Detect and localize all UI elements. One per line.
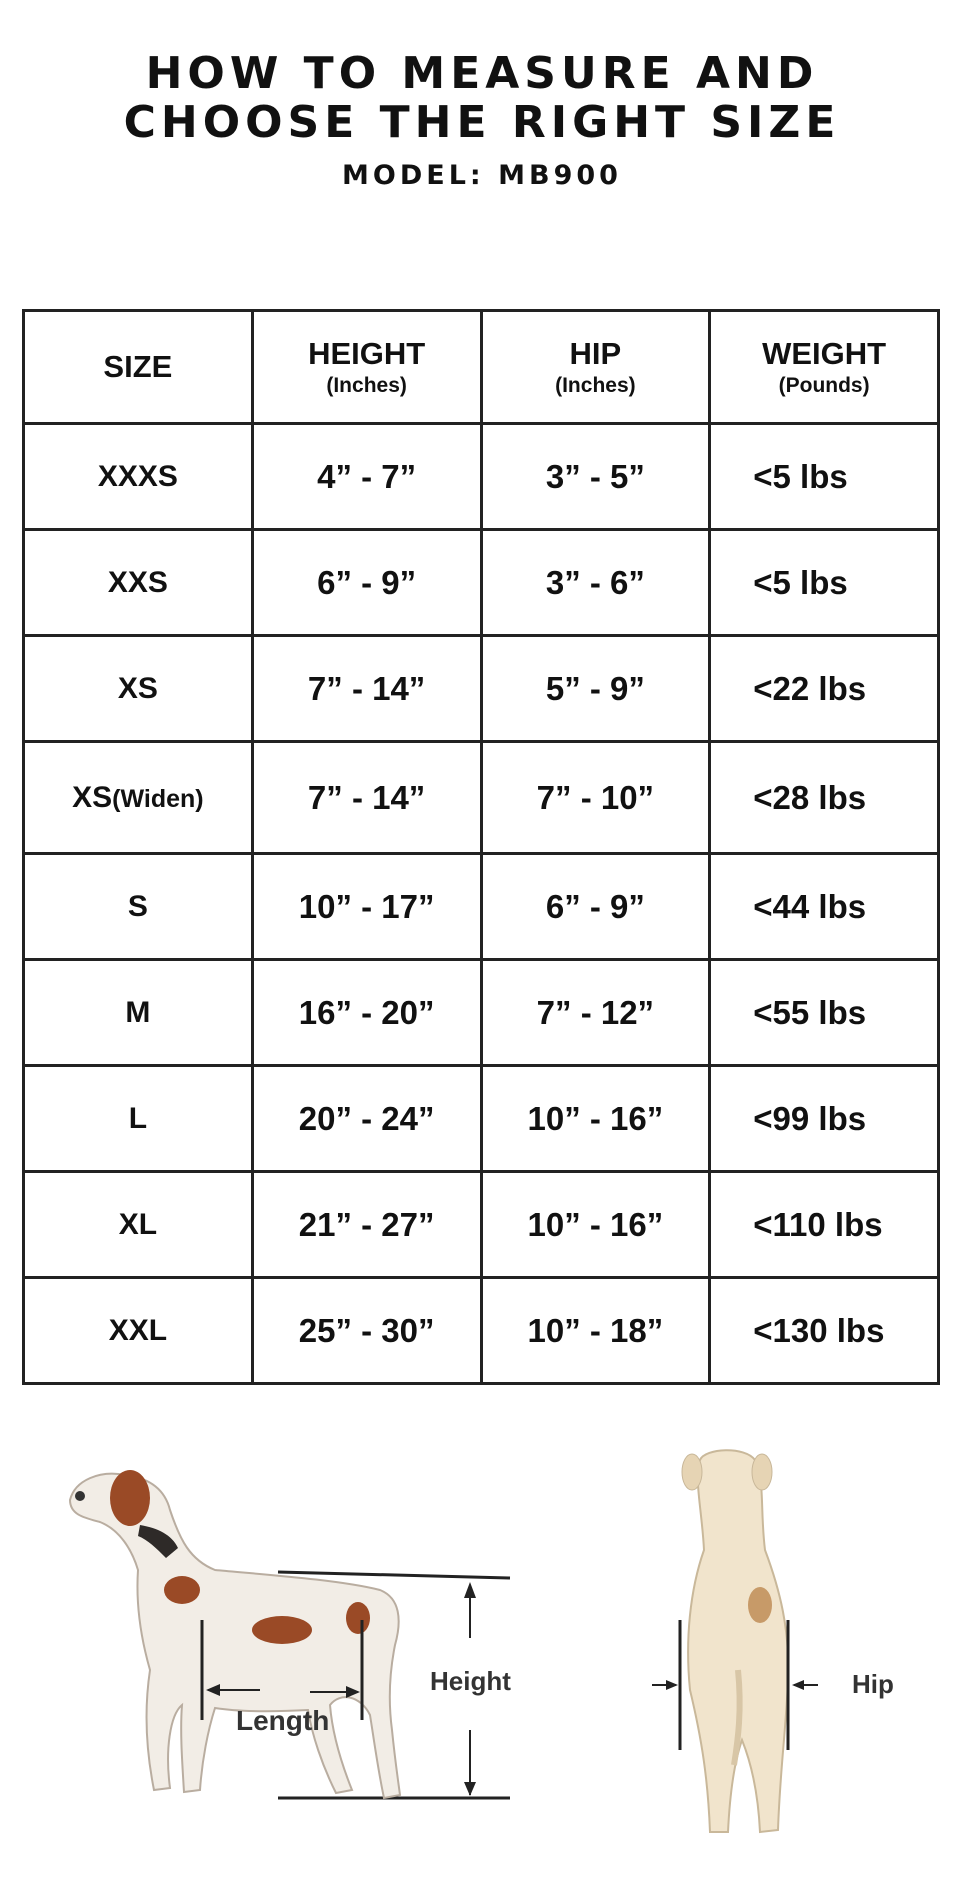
length-measure-label: Length — [236, 1705, 330, 1736]
cell-hip: 5” - 9” — [481, 636, 710, 742]
cell-hip: 3” - 6” — [481, 530, 710, 636]
dog-rear-view-illustration — [630, 1440, 930, 1860]
dog-rear-shape — [682, 1450, 788, 1832]
cell-size — [24, 742, 253, 854]
cell-size: XXXS — [24, 424, 253, 530]
cell-height: 4” - 7” — [252, 424, 481, 530]
cell-height: 6” - 9” — [252, 530, 481, 636]
cell-weight: <5 lbs — [710, 424, 939, 530]
header-height: HEIGHT (Inches) — [252, 311, 481, 424]
cell-weight: <55 lbs — [710, 960, 939, 1066]
cell-weight: <5 lbs — [710, 530, 939, 636]
cell-height: 7” - 14” — [252, 742, 481, 854]
cell-size: L — [24, 1066, 253, 1172]
cell-weight: <110 lbs — [710, 1172, 939, 1278]
table-row — [24, 636, 939, 742]
table-row — [24, 1172, 939, 1278]
cell-height: 21” - 27” — [252, 1172, 481, 1278]
cell-height: 16” - 20” — [252, 960, 481, 1066]
height-measure-label: Height — [430, 1666, 511, 1696]
header-weight: WEIGHT (Pounds) — [710, 311, 939, 424]
hip-measure-label: Hip — [852, 1669, 894, 1699]
cell-weight: <99 lbs — [710, 1066, 939, 1172]
cell-weight: <44 lbs — [710, 854, 939, 960]
table-row — [24, 1278, 939, 1384]
dog-side-view-illustration — [40, 1430, 530, 1830]
table-row — [24, 424, 939, 530]
cell-hip: 6” - 9” — [481, 854, 710, 960]
cell-size: XL — [24, 1172, 253, 1278]
cell-size: S — [24, 854, 253, 960]
cell-height: 25” - 30” — [252, 1278, 481, 1384]
cell-height: 10” - 17” — [252, 854, 481, 960]
table-row — [24, 530, 939, 636]
title-line-1: HOW TO MEASURE AND — [145, 48, 819, 99]
cell-weight: <28 lbs — [710, 742, 939, 854]
header-hip: HIP (Inches) — [481, 311, 710, 424]
title-line-2: CHOOSE THE RIGHT SIZE — [123, 97, 841, 148]
cell-size: XXL — [24, 1278, 253, 1384]
header-size: SIZE — [24, 311, 253, 424]
dog-side-shape — [70, 1470, 400, 1798]
cell-weight: <22 lbs — [710, 636, 939, 742]
table-header-row — [24, 311, 939, 424]
size-note: (Widen) — [112, 784, 204, 813]
cell-hip: 10” - 16” — [481, 1066, 710, 1172]
cell-size: M — [24, 960, 253, 1066]
size-chart-table — [22, 309, 940, 1385]
size-label: XS — [72, 780, 113, 814]
table-row — [24, 960, 939, 1066]
cell-hip: 7” - 10” — [481, 742, 710, 854]
cell-hip: 7” - 12” — [481, 960, 710, 1066]
model-label: MODEL: MB900 — [342, 160, 622, 191]
cell-height: 7” - 14” — [252, 636, 481, 742]
cell-hip: 10” - 16” — [481, 1172, 710, 1278]
cell-size: XXS — [24, 530, 253, 636]
cell-weight: <130 lbs — [710, 1278, 939, 1384]
table-row — [24, 742, 939, 854]
cell-size: XS — [24, 636, 253, 742]
table-row — [24, 854, 939, 960]
cell-hip: 3” - 5” — [481, 424, 710, 530]
table-row — [24, 1066, 939, 1172]
cell-hip: 10” - 18” — [481, 1278, 710, 1384]
cell-height: 20” - 24” — [252, 1066, 481, 1172]
